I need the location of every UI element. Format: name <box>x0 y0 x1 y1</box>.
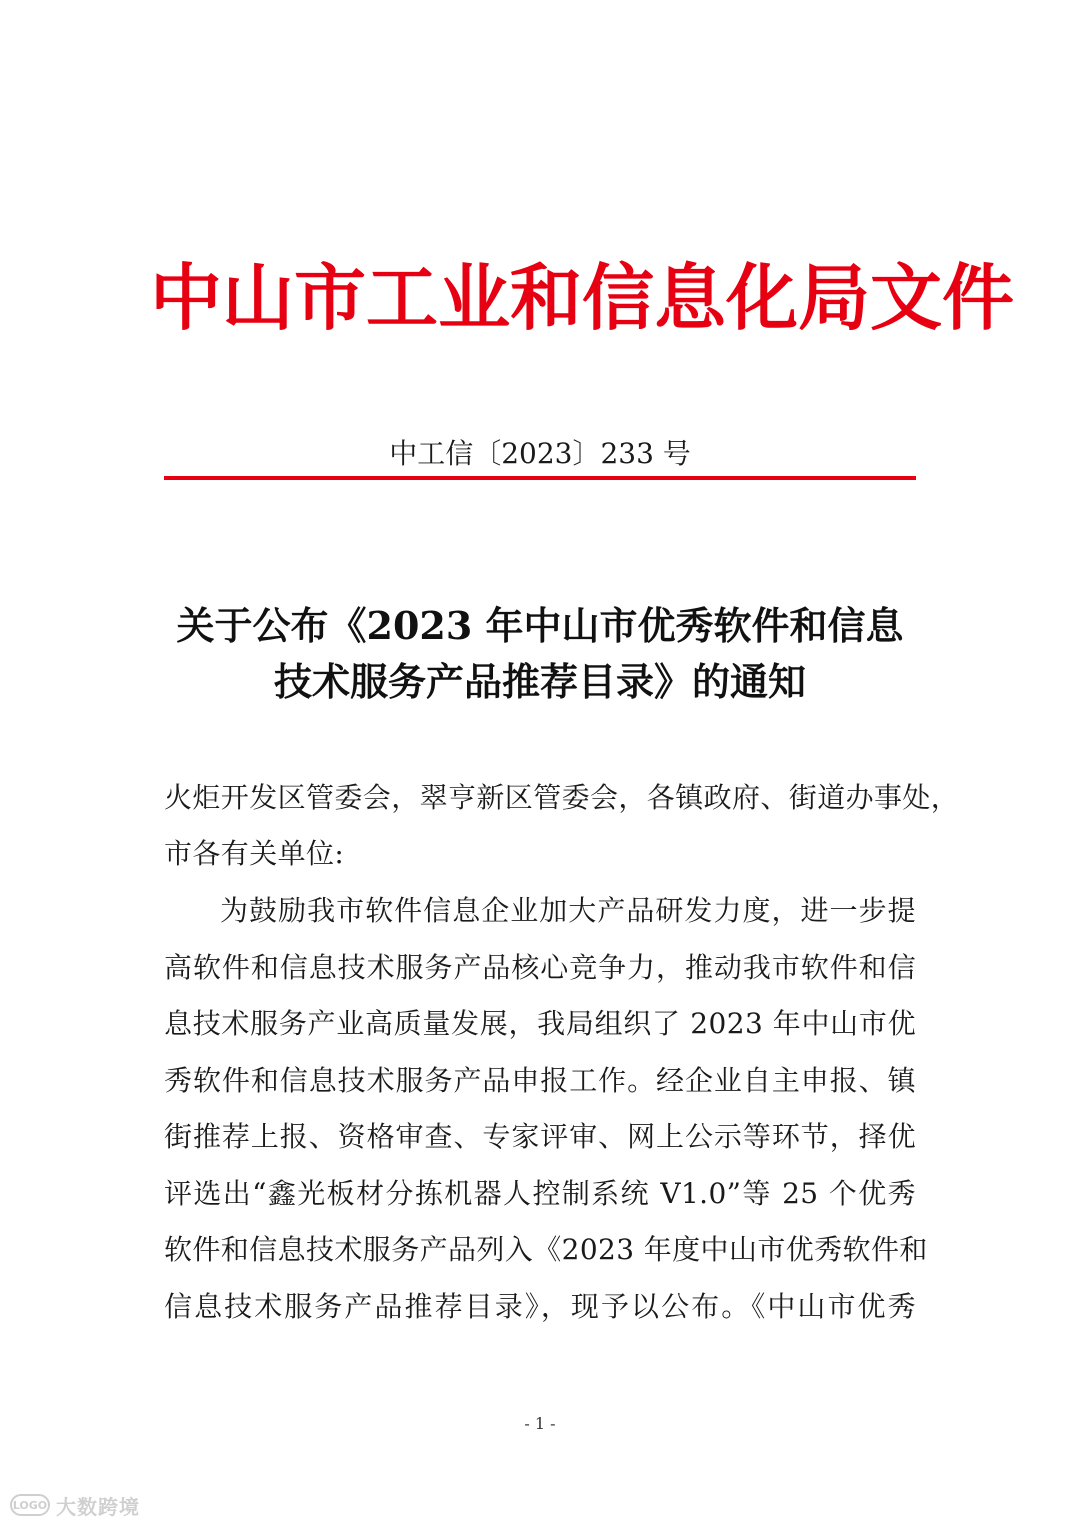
watermark <box>10 1490 140 1520</box>
notice-title-line-1: 关于公布《2023 年中山市优秀软件和信息 <box>176 603 904 648</box>
document-number: 中工信〔2023〕233 号 <box>389 437 691 470</box>
paragraph-line: 高软件和信息技术服务产品核心竞争力，推动我市软件和信 <box>164 951 916 984</box>
paragraph-line: 软件和信息技术服务产品列入《2023 年度中山市优秀软件和 <box>164 1233 928 1266</box>
page-number: - 1 - <box>524 1414 556 1433</box>
notice-title-line-2: 技术服务产品推荐目录》的通知 <box>273 659 806 704</box>
paragraph-line: 息技术服务产业高质量发展，我局组织了 2023 年中山市优 <box>164 1007 916 1040</box>
addressee-line: 市各有关单位: <box>164 837 345 870</box>
paragraph-line: 信息技术服务产品推荐目录》，现予以公布。《中山市优秀 <box>164 1290 916 1323</box>
watermark-text: 大数跨境 <box>56 1494 140 1519</box>
masthead-title: 中山市工业和信息化局文件 <box>150 255 1015 340</box>
paragraph-line: 街推荐上报、资格审查、专家评审、网上公示等环节，择优 <box>164 1120 916 1153</box>
paragraph-line: 秀软件和信息技术服务产品申报工作。经企业自主申报、镇 <box>164 1064 916 1097</box>
addressee-line: 火炬开发区管委会，翠亨新区管委会，各镇政府、街道办事处， <box>164 781 960 814</box>
red-divider-line <box>164 476 916 480</box>
paragraph-line: 为鼓励我市软件信息企业加大产品研发力度，进一步提 <box>220 894 916 927</box>
paragraph-line: 评选出“鑫光板材分拣机器人控制系统 V1.0”等 25 个优秀 <box>164 1177 916 1210</box>
watermark-logo-icon: LOGO <box>10 1494 50 1516</box>
